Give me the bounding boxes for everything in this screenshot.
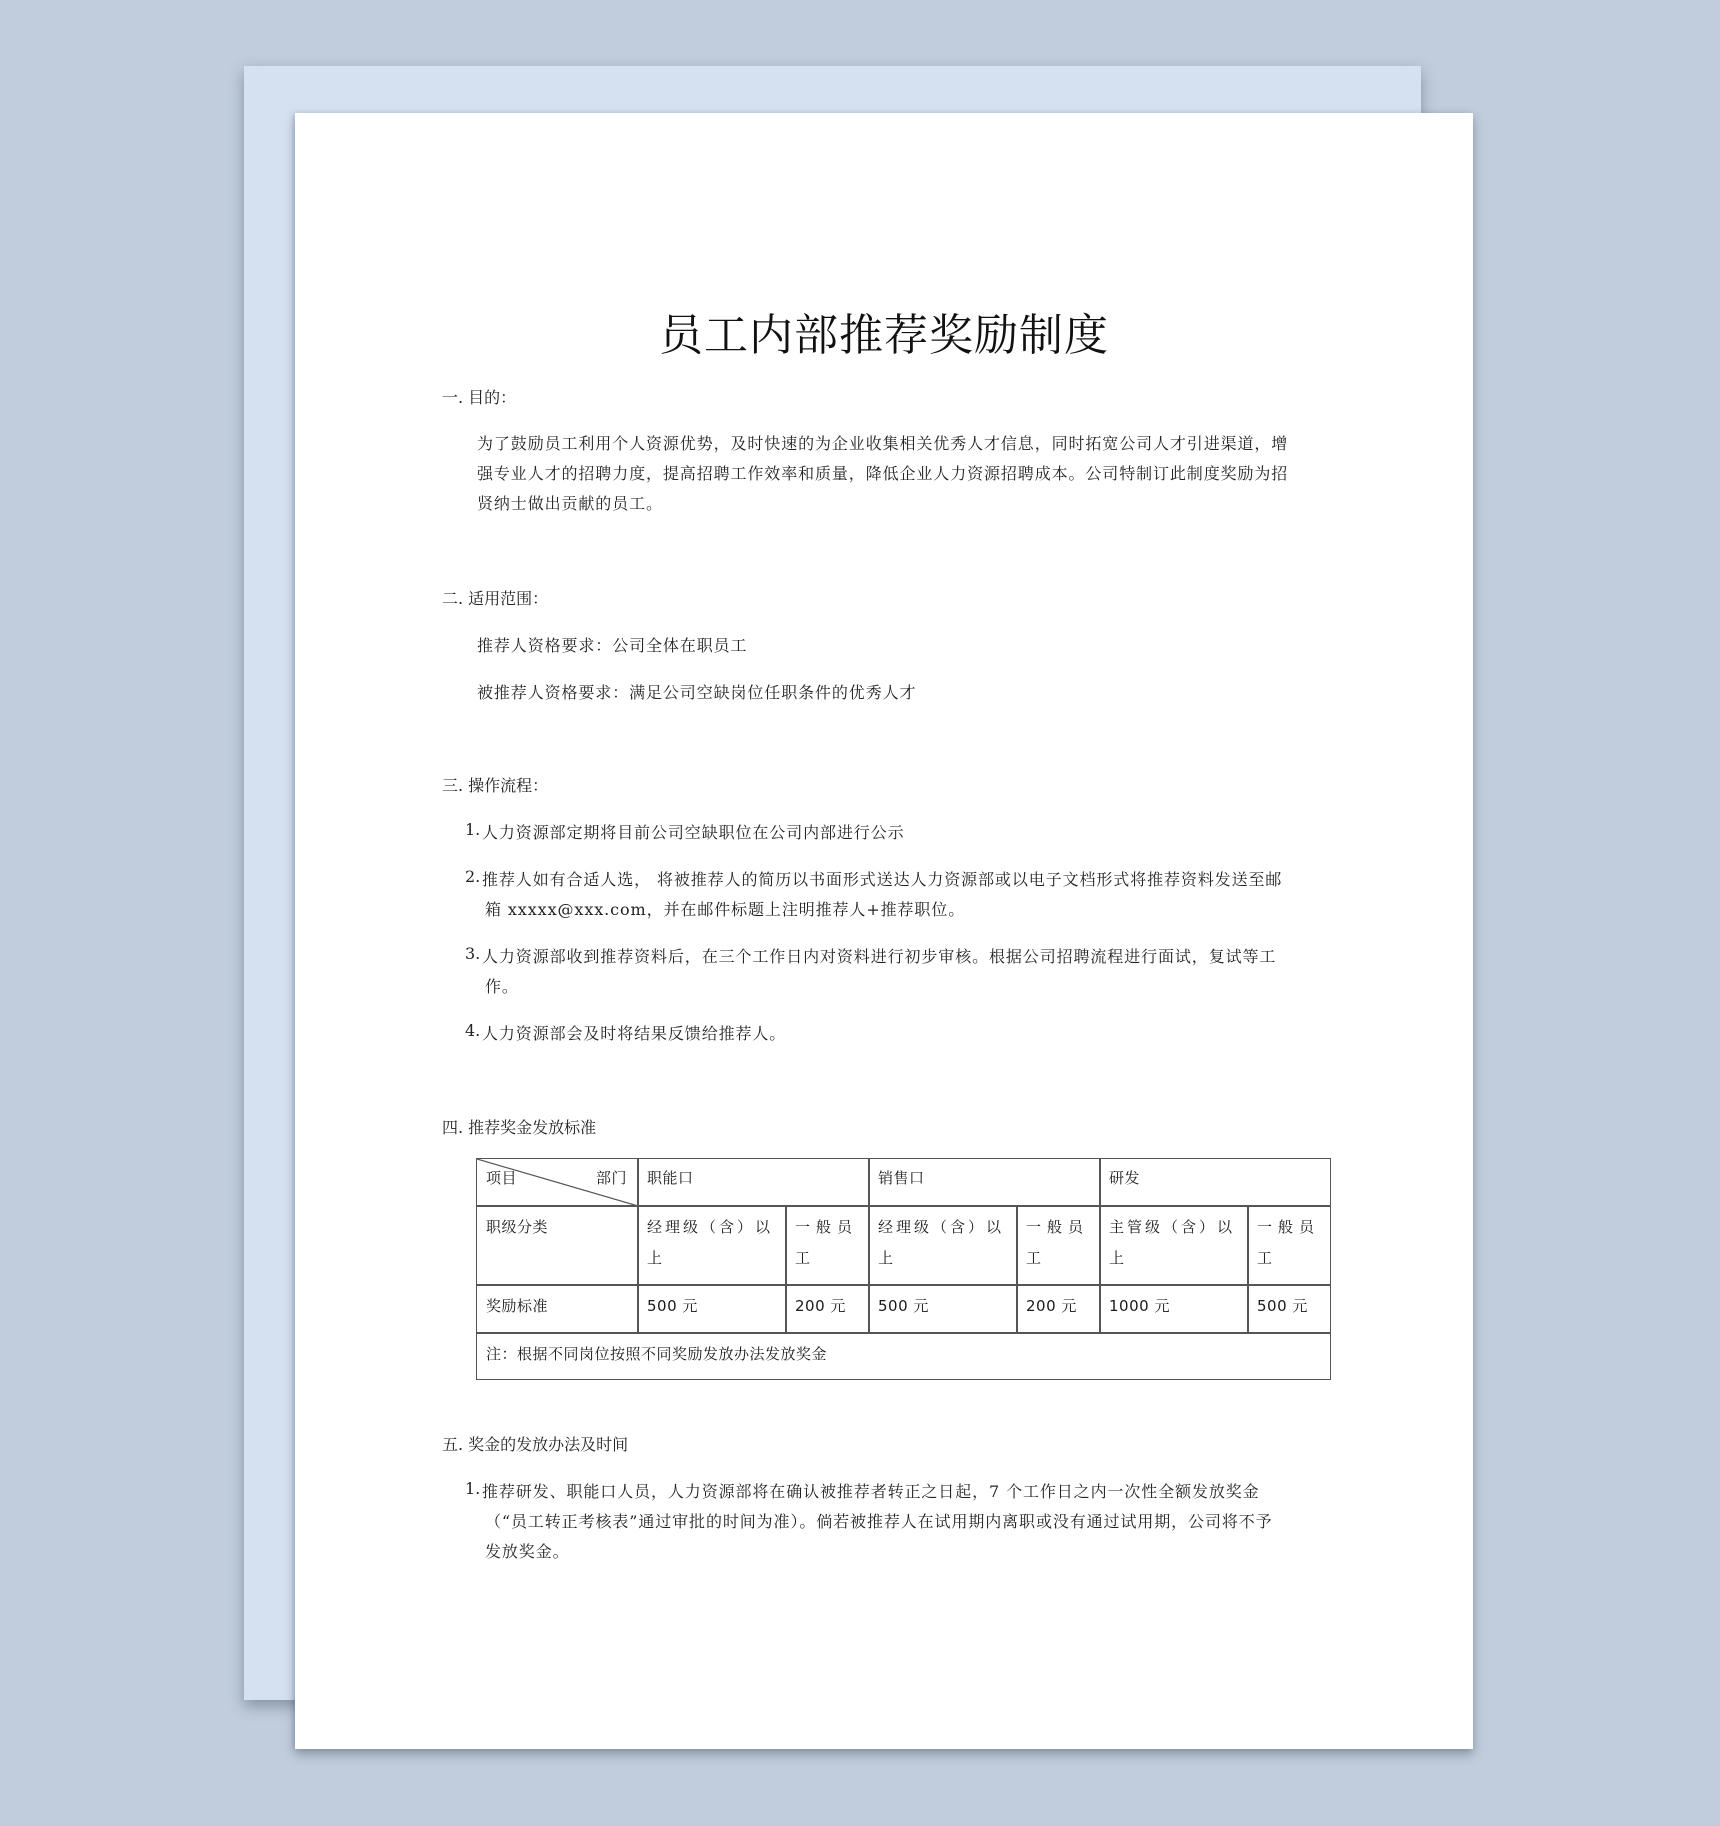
level-cell [1248, 1206, 1331, 1274]
dept-header-sales: 销售口 [878, 1169, 925, 1187]
table-rule [1099, 1159, 1101, 1332]
section-heading-process: 三. 操作流程： [442, 776, 549, 795]
level-text-line1: 一般员 [1257, 1218, 1321, 1236]
step-text-continued: 箱 xxxxx@xxx.com，并在邮件标题上注明推荐人+推荐职位。 [485, 900, 966, 919]
step-text: 人力资源部收到推荐资料后，在三个工作日内对资料进行初步审核。根据公司招聘流程进行面试，复试等工 [482, 947, 1277, 966]
step-text: 人力资源部定期将目前公司空缺职位在公司内部进行公示 [482, 823, 905, 842]
level-cell [1100, 1206, 1248, 1274]
step-text: 推荐人如有合适人选， 将被推荐人的简历以书面形式送达人力资源部或以电子文档形式将推荐资料发送至邮 [482, 870, 1283, 889]
level-text-line2: 工 [795, 1249, 811, 1267]
level-text-line2: 上 [647, 1249, 663, 1267]
corner-label-item: 项目 [486, 1169, 518, 1187]
document-title: 员工内部推荐奖励制度 [659, 311, 1109, 360]
step-number: 2. [465, 867, 481, 886]
dept-header-functional: 职能口 [647, 1169, 694, 1187]
step-number: 1. [465, 820, 481, 839]
document-page [295, 113, 1473, 1749]
level-text-line1: 经理级（含）以 [878, 1218, 1005, 1236]
level-text-line1: 主管级（含）以 [1109, 1218, 1236, 1236]
reward-value: 500 元 [1257, 1297, 1308, 1315]
paragraph-line: 为了鼓励员工利用个人资源优势，及时快速的为企业收集相关优秀人才信息，同时拓宽公司人才引进渠道，增 [477, 434, 1289, 453]
step-text-continued: 发放奖金。 [485, 1542, 570, 1561]
corner-label-department: 部门 [596, 1169, 628, 1187]
section-heading-purpose: 一. 目的： [442, 388, 517, 407]
reward-value: 500 元 [878, 1297, 929, 1315]
reward-value: 500 元 [647, 1297, 698, 1315]
paragraph-line: 贤纳士做出贡献的员工。 [477, 494, 663, 513]
table-rule [477, 1205, 1330, 1207]
level-text-line1: 一般员 [1026, 1218, 1090, 1236]
row-label-reward: 奖励标准 [486, 1297, 549, 1315]
table-rule [477, 1284, 1330, 1286]
scope-item-recommender: 推荐人资格要求：公司全体在职员工 [477, 636, 748, 655]
step-number: 1. [465, 1479, 481, 1498]
table-note: 注：根据不同岗位按照不同奖励发放办法发放奖金 [486, 1345, 828, 1363]
paragraph-line: 强专业人才的招聘力度，提高招聘工作效率和质量，降低企业人力资源招聘成本。公司特制订此制度奖励为招 [477, 464, 1289, 483]
reward-value: 200 元 [1026, 1297, 1077, 1315]
dept-header-rnd: 研发 [1109, 1169, 1141, 1187]
level-cell [1017, 1206, 1100, 1274]
step-text: 推荐研发、职能口人员，人力资源部将在确认被推荐者转正之日起，7 个工作日之内一次性全额发放奖金 [482, 1482, 1260, 1501]
table-rule [785, 1205, 787, 1332]
level-cell [786, 1206, 869, 1274]
level-text-line2: 工 [1026, 1249, 1042, 1267]
level-text-line1: 经理级（含）以 [647, 1218, 774, 1236]
step-text-continued: （“员工转正考核表”通过审批的时间为准）。倘若被推荐人在试用期内离职或没有通过试用期，公司将不予 [485, 1512, 1273, 1531]
reward-value: 200 元 [795, 1297, 846, 1315]
level-text-line1: 一般员 [795, 1218, 859, 1236]
row-label-level: 职级分类 [486, 1218, 549, 1236]
table-rule [1247, 1205, 1249, 1332]
level-cell [638, 1206, 786, 1274]
table-rule [868, 1159, 870, 1332]
section-heading-bonus-standard: 四. 推荐奖金发放标准 [442, 1118, 597, 1137]
step-text: 人力资源部会及时将结果反馈给推荐人。 [482, 1024, 787, 1043]
level-text-line2: 上 [1109, 1249, 1125, 1267]
table-rule [1016, 1205, 1018, 1332]
table-rule [477, 1332, 1330, 1334]
level-cell [869, 1206, 1017, 1274]
section-heading-scope: 二. 适用范围： [442, 589, 549, 608]
level-text-line2: 工 [1257, 1249, 1273, 1267]
bonus-standard-table [476, 1158, 1331, 1380]
step-text-continued: 作。 [485, 977, 519, 996]
table-rule [637, 1159, 639, 1332]
step-number: 3. [465, 944, 481, 963]
level-text-line2: 上 [878, 1249, 894, 1267]
section-heading-payment-method: 五. 奖金的发放办法及时间 [442, 1435, 629, 1454]
scope-item-recommended: 被推荐人资格要求：满足公司空缺岗位任职条件的优秀人才 [477, 683, 917, 702]
reward-value: 1000 元 [1109, 1297, 1170, 1315]
step-number: 4. [465, 1021, 481, 1040]
